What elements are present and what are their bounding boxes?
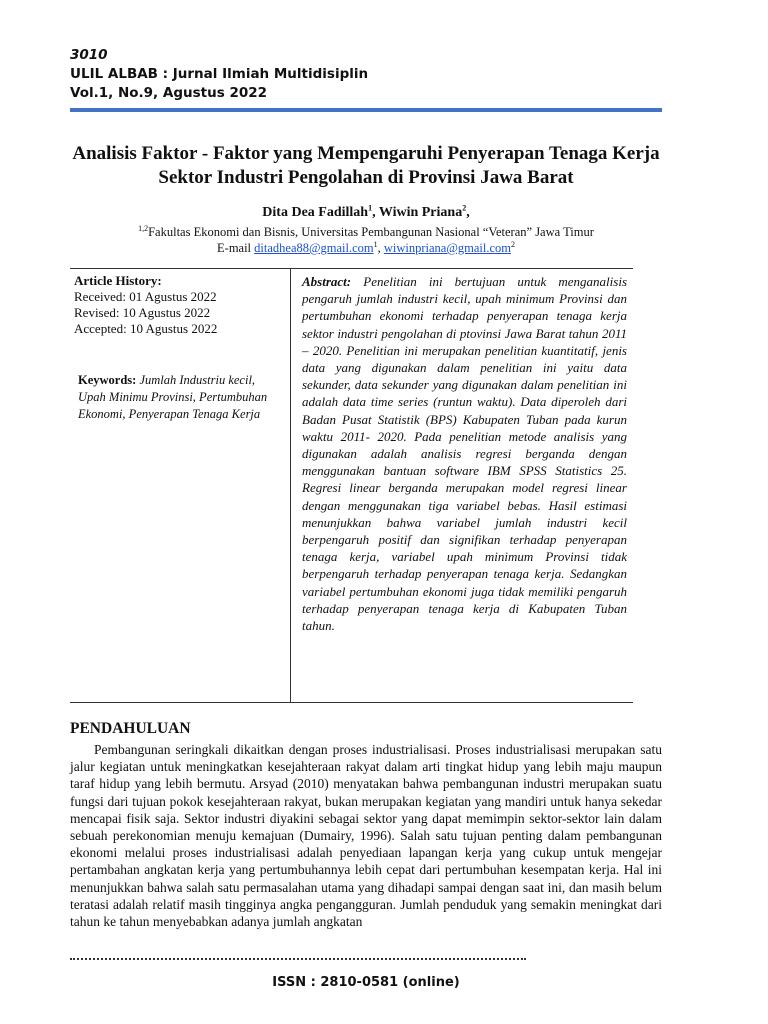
keywords-label: Keywords: [78, 373, 137, 387]
email-line [70, 240, 662, 256]
author-2-sup: 2 [462, 203, 467, 213]
history-received: Received: 01 Agustus 2022 [74, 289, 217, 304]
abstract-label: Abstract: [302, 274, 352, 289]
email-prefix: E-mail [217, 241, 255, 255]
email-link-2[interactable]: wiwinpriana@gmail.com [383, 241, 511, 255]
author-1: Dita Dea Fadillah [262, 205, 369, 220]
footer-dotted-rule [70, 958, 526, 960]
article-title: Analisis Faktor - Faktor yang Mempengaruhi Penyerapan Tenaga Kerja Sektor Industri Pengolahan di Provinsi Jawa Barat [72, 143, 660, 188]
journal-name: ULIL ALBAB : Jurnal Ilmiah Multidisiplin [70, 66, 369, 82]
affiliation-sup: 1,2 [138, 223, 149, 233]
abstract-box-divider [290, 268, 291, 702]
email-1-sup: 1 [373, 239, 378, 249]
history-accepted: Accepted: 10 Agustus 2022 [74, 321, 218, 336]
email-separator: , [377, 241, 384, 255]
author-trailing: , [466, 205, 470, 220]
page-number: 3010 [70, 47, 108, 63]
article-history [74, 273, 284, 337]
keywords-block [78, 372, 278, 423]
running-header [70, 46, 368, 103]
history-revised: Revised: 10 Agustus 2022 [74, 305, 211, 320]
journal-volume: Vol.1, No.9, Agustus 2022 [70, 85, 268, 101]
body-paragraph: Pembangunan seringkali dikaitkan dengan proses industrialisasi. Proses industrialisasi merupakan satu jalur kegiatan untuk meningkatkan kesejahteraan rakyat dalam arti tingkat hidup yang lebih maju maupun taraf hidup yang lebih bermutu. Arsyad (2010) menyatakan bahwa pembangunan industri merupakan suatu fungsi dari tujuan pokok kesejahteraan rakyat, bukan merupakan kegiatan yang mandiri untuk hanya sekedar mencapai fisik saja. Sektor industri diyakini sebagai sektor yang dapat memimpin sektor-sektor lain dalam sebuah perekonomian menuju kemajuan (Dumairy, 1996). Salah satu tujuan penting dalam pembangunan ekonomi melalui proses industrialisasi adalah penyediaan lapangan kerja yang cukup untuk mengejar pertambahan angkatan kerja yang pertumbuhannya lebih cepat dari pertumbuhan kesempatan kerja. Hal ini menunjukkan bahwa salah satu permasalahan utama yang dihadapi sampai dengan saat ini, dan masih belum teratasi adalah relatif masih tingginya angka pengangguran. Jumlah penduduk yang semakin meningkat dari tahun ke tahun menyebabkan adanya jumlah angkatan [70, 742, 662, 930]
abstract-box-top-rule [70, 268, 633, 269]
abstract-box-bottom-rule [70, 702, 633, 703]
author-line [70, 205, 662, 221]
abstract-block [302, 273, 627, 634]
author-1-sup: 1 [368, 203, 373, 213]
author-separator: , [372, 205, 379, 220]
history-heading: Article History: [74, 273, 162, 288]
affiliation [70, 224, 662, 240]
header-rule [70, 108, 662, 112]
email-link-1[interactable]: ditadhea88@gmail.com [254, 241, 374, 255]
abstract-text: Penelitian ini bertujuan untuk menganalisis pengaruh jumlah industri kecil, upah minimum Provinsi dan pertumbuhan ekonomi terhadap penyerapan tenaga kerja sektor industri pengolahan di ptovinsi Jawa Barat tahun 2011 – 2020. Penelitian ini merupakan penelitian kuantitatif, jenis data yang digunakan dalam penelitian ini yaitu data sekunder, data sekunder yang digunakan dalam penelitian ini adalah data time series (runtun waktu). Data diperoleh dari Badan Pusat Statistik (BPS) Kabupaten Tuban pada kurun waktu 2011- 2020. Pada penelitian metode analisis yang digunakan adalah analisis regresi berganda dengan menggunakan bantuan software IBM SPSS Statistics 25. Regresi linear berganda merupakan model regresi linear dengan menggunakan tiga variabel bebas. Hasil estimasi menunjukkan bahwa variabel jumlah industri kecil berpengaruh positif dan signifikan terhadap penyerapan tenaga kerja, variabel upah minimum Provinsi tidak berpengaruh terhadap penyerapan tenaga kerja. Sedangkan variabel pertumbuhan ekonomi juga tidak memiliki pengaruh terhadap penyerapan tenaga kerja di Kabupaten Tuban tahun. [302, 274, 628, 634]
affiliation-text: Fakultas Ekonomi dan Bisnis, Universitas Pembangunan Nasional “Veteran” Jawa Timur [148, 225, 594, 239]
email-2-sup: 2 [510, 239, 515, 249]
author-2: Wiwin Priana [378, 205, 463, 220]
footer-issn: ISSN : 2810-0581 (online) [272, 975, 460, 990]
keywords-value: Jumlah Industriu kecil, Upah Minimu Provinsi, Pertumbuhan Ekonomi, Penyerapan Tenaga Kerja [78, 373, 268, 421]
section-heading: PENDAHULUAN [70, 720, 191, 737]
